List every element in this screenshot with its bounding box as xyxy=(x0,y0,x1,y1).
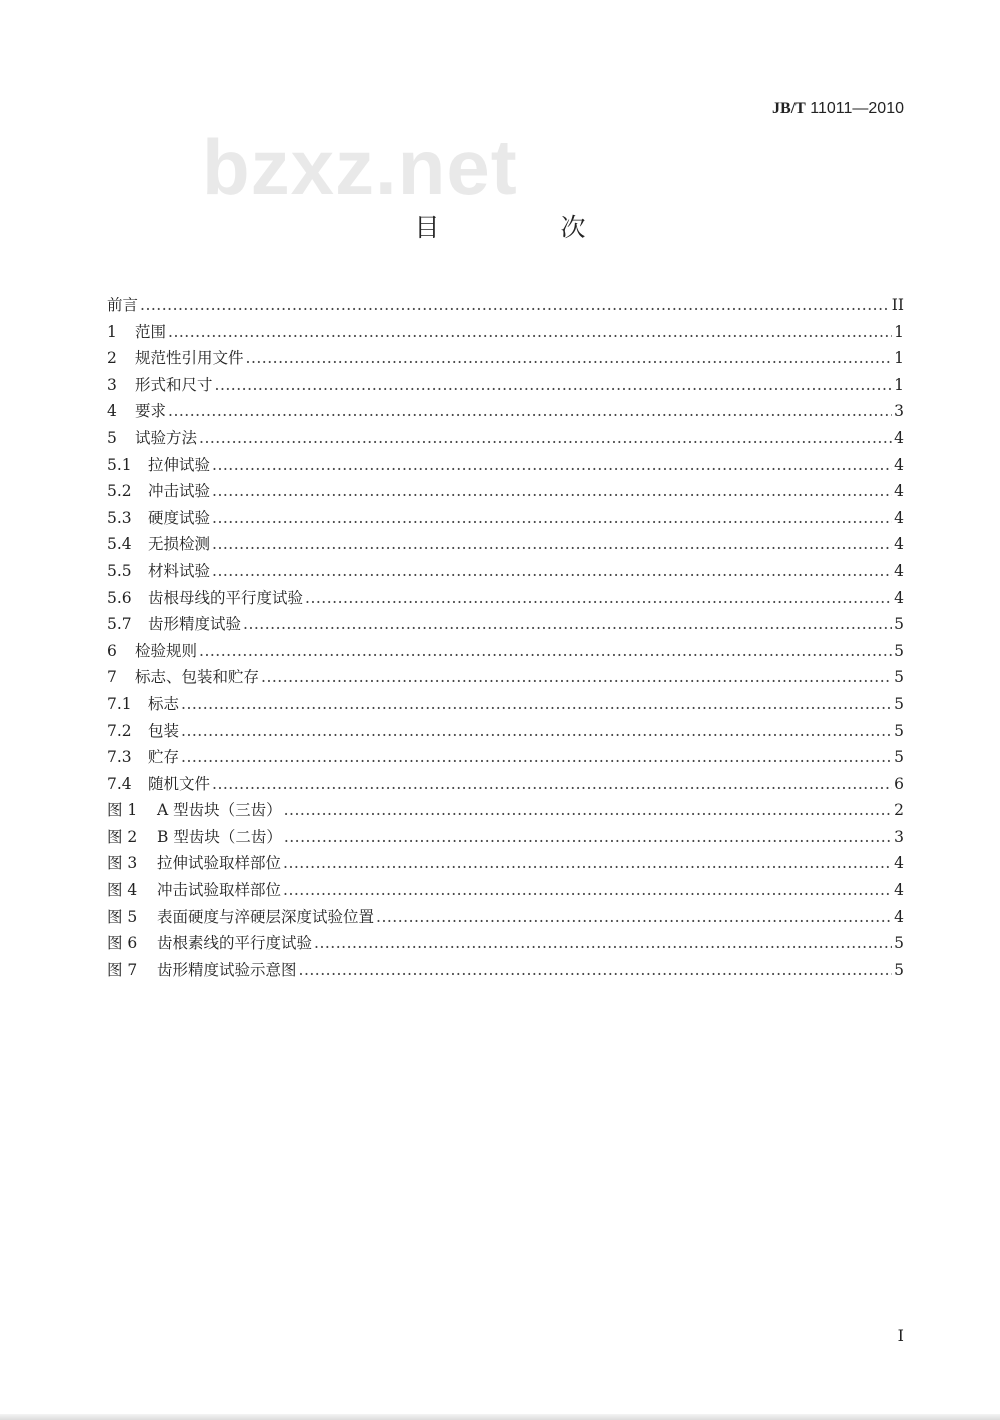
toc-entry-title: 冲击试验 xyxy=(148,482,211,501)
dot-leader xyxy=(212,478,892,505)
toc-entry-number: 图 1 xyxy=(107,801,138,820)
toc-entry-title: 齿形精度试验示意图 xyxy=(157,960,297,979)
toc-entry[interactable] xyxy=(107,585,904,612)
toc-entry-page: 5 xyxy=(894,960,904,979)
toc-entry-title: 随机文件 xyxy=(148,774,211,793)
toc-entry[interactable] xyxy=(107,478,904,505)
toc-entry[interactable] xyxy=(107,718,904,745)
table-of-contents xyxy=(107,292,904,983)
toc-entry[interactable] xyxy=(107,638,904,665)
toc-entry-title: 试验方法 xyxy=(135,428,198,447)
toc-entry-page: 4 xyxy=(894,508,904,527)
dot-leader xyxy=(243,611,892,638)
dot-leader xyxy=(314,930,892,957)
toc-entry-title: 包装 xyxy=(148,721,180,740)
toc-entry[interactable] xyxy=(107,398,904,425)
toc-entry[interactable] xyxy=(107,744,904,771)
page-title: 目 次 xyxy=(414,213,634,242)
toc-entry-page: 5 xyxy=(894,721,904,740)
dot-leader xyxy=(168,319,892,346)
toc-entry[interactable] xyxy=(107,824,904,851)
toc-entry-title: 贮存 xyxy=(148,748,180,767)
toc-entry-page: 2 xyxy=(894,801,904,820)
toc-entry-number: 5.5 xyxy=(107,561,132,580)
toc-entry-page: 4 xyxy=(894,561,904,580)
standard-code xyxy=(772,100,904,118)
toc-entry-title: 前言 xyxy=(107,296,139,314)
toc-entry[interactable] xyxy=(107,877,904,904)
toc-entry-title: 硬度试验 xyxy=(148,508,211,527)
dot-leader xyxy=(246,345,893,372)
toc-entry[interactable] xyxy=(107,345,904,372)
toc-entry[interactable] xyxy=(107,452,904,479)
toc-entry[interactable] xyxy=(107,292,904,319)
toc-entry-number: 6 xyxy=(107,641,117,660)
toc-entry-title: 拉伸试验取样部位 xyxy=(157,854,282,873)
toc-entry-page: 5 xyxy=(894,748,904,767)
toc-entry-title: 标志 xyxy=(148,694,180,713)
toc-entry-title: 标志、包装和贮存 xyxy=(135,668,260,687)
dot-leader xyxy=(212,771,892,798)
toc-entry-page: 1 xyxy=(894,375,904,394)
toc-entry-number: 7.3 xyxy=(107,748,132,767)
page-bottom-edge xyxy=(0,1414,1000,1420)
dot-leader xyxy=(283,850,892,877)
toc-entry-title: 冲击试验取样部位 xyxy=(157,881,282,900)
toc-entry[interactable] xyxy=(107,558,904,585)
dot-leader xyxy=(215,372,893,399)
dot-leader xyxy=(168,398,892,425)
dot-leader xyxy=(284,824,892,851)
toc-entry-page: 4 xyxy=(894,907,904,926)
toc-entry[interactable] xyxy=(107,319,904,346)
dot-leader xyxy=(283,877,892,904)
toc-entry[interactable] xyxy=(107,850,904,877)
dot-leader xyxy=(284,797,893,824)
toc-entry-title: 范围 xyxy=(135,322,167,341)
toc-entry-page: 3 xyxy=(894,402,904,421)
toc-entry-page: 5 xyxy=(894,641,904,660)
toc-entry-number: 4 xyxy=(107,402,117,421)
standard-prefix: JB/T xyxy=(772,100,806,117)
page-number: I xyxy=(897,1326,904,1345)
toc-entry-page: 4 xyxy=(894,482,904,501)
dot-leader xyxy=(181,691,892,718)
toc-entry-number: 图 5 xyxy=(107,907,138,926)
toc-entry[interactable] xyxy=(107,957,904,984)
toc-entry-page: 4 xyxy=(894,881,904,900)
toc-entry-page: 4 xyxy=(894,588,904,607)
dot-leader xyxy=(376,904,892,931)
toc-entry[interactable] xyxy=(107,505,904,532)
toc-entry-page: 5 xyxy=(894,934,904,953)
toc-entry[interactable] xyxy=(107,771,904,798)
standard-number: 11011—2010 xyxy=(810,100,904,117)
dot-leader xyxy=(212,505,892,532)
toc-entry-page: 5 xyxy=(894,694,904,713)
toc-entry-number: 图 3 xyxy=(107,854,138,873)
toc-entry-number: 图 6 xyxy=(107,934,138,953)
toc-entry-number: 5.4 xyxy=(107,535,132,554)
toc-entry[interactable] xyxy=(107,797,904,824)
toc-entry-number: 2 xyxy=(107,349,117,368)
toc-entry-page: 3 xyxy=(894,827,904,846)
toc-entry-page: 1 xyxy=(894,322,904,341)
dot-leader xyxy=(305,585,892,612)
toc-entry-number: 5 xyxy=(107,428,117,447)
toc-entry-number: 7.1 xyxy=(107,694,132,713)
toc-entry-number: 5.1 xyxy=(107,455,132,474)
toc-entry[interactable] xyxy=(107,930,904,957)
toc-entry-number: 3 xyxy=(107,375,117,394)
toc-entry-page: 6 xyxy=(894,774,904,793)
dot-leader xyxy=(212,452,892,479)
toc-entry-number: 5.7 xyxy=(107,615,132,634)
toc-entry-title: 拉伸试验 xyxy=(148,455,211,474)
dot-leader xyxy=(299,957,893,984)
toc-entry-title: 齿形精度试验 xyxy=(148,615,242,634)
toc-entry-title: 检验规则 xyxy=(135,641,198,660)
dot-leader xyxy=(212,558,892,585)
toc-entry-page: II xyxy=(891,296,904,314)
toc-entry-number: 7.4 xyxy=(107,774,132,793)
toc-entry[interactable] xyxy=(107,691,904,718)
toc-entry-number: 7.2 xyxy=(107,721,132,740)
toc-entry-number: 5.6 xyxy=(107,588,132,607)
toc-entry[interactable] xyxy=(107,425,904,452)
toc-entry-page: 4 xyxy=(894,854,904,873)
watermark: bzxz.net xyxy=(202,123,518,211)
toc-entry-number: 图 4 xyxy=(107,881,138,900)
toc-entry-number: 7 xyxy=(107,668,117,687)
dot-leader xyxy=(181,744,892,771)
toc-entry-number: 5.2 xyxy=(107,482,132,501)
toc-entry-page: 5 xyxy=(894,668,904,687)
toc-entry-title: A 型齿块（三齿） xyxy=(157,801,282,820)
toc-entry-title: 规范性引用文件 xyxy=(135,349,244,368)
toc-entry-title: 齿根母线的平行度试验 xyxy=(148,588,304,607)
toc-entry-number: 1 xyxy=(107,322,117,341)
dot-leader xyxy=(181,718,892,745)
toc-entry-title: 无损检测 xyxy=(148,535,211,554)
dot-leader xyxy=(261,664,892,691)
toc-entry-title: 要求 xyxy=(135,402,167,421)
toc-entry-title: 形式和尺寸 xyxy=(135,375,213,394)
dot-leader xyxy=(212,531,892,558)
toc-entry-number: 图 7 xyxy=(107,960,138,979)
toc-entry-title: 表面硬度与淬硬层深度试验位置 xyxy=(157,907,375,926)
dot-leader xyxy=(199,638,892,665)
toc-entry-number: 图 2 xyxy=(107,827,138,846)
toc-entry-number: 5.3 xyxy=(107,508,132,527)
toc-entry[interactable] xyxy=(107,372,904,399)
toc-entry-title: 齿根素线的平行度试验 xyxy=(157,934,313,953)
toc-entry[interactable] xyxy=(107,531,904,558)
toc-entry-page: 4 xyxy=(894,455,904,474)
toc-entry-title: 材料试验 xyxy=(148,561,211,580)
toc-entry-page: 5 xyxy=(894,615,904,634)
toc-entry-page: 1 xyxy=(894,349,904,368)
dot-leader xyxy=(140,292,890,319)
toc-entry[interactable] xyxy=(107,904,904,931)
toc-entry-page: 4 xyxy=(894,428,904,447)
toc-entry[interactable] xyxy=(107,611,904,638)
toc-entry-title: B 型齿块（二齿） xyxy=(157,827,282,846)
dot-leader xyxy=(199,425,892,452)
toc-entry[interactable] xyxy=(107,664,904,691)
toc-entry-page: 4 xyxy=(894,535,904,554)
